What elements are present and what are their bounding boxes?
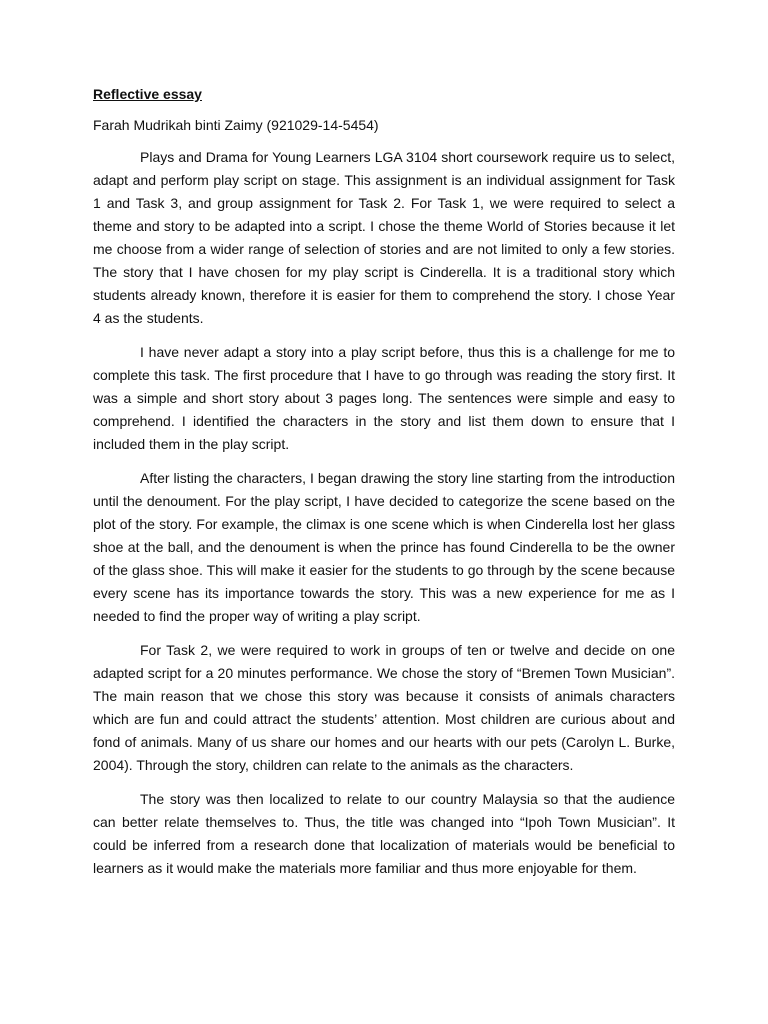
document-page — [93, 84, 675, 891]
paragraph-2: I have never adapt a story into a play script before, thus this is a challenge for me to complete this task. The first procedure that I have to go through was reading the story first. It was a simple and short story about 3 pages long. The sentences were simple and easy to comprehend. I identified the characters in the story and list them down to ensure that I included them in the play script. — [93, 344, 675, 452]
essay-title: Reflective essay — [93, 86, 202, 102]
author-line: Farah Mudrikah binti Zaimy (921029-14-5454) — [93, 117, 379, 133]
paragraph-1: Plays and Drama for Young Learners LGA 3104 short coursework require us to select, adapt and perform play script on stage. This assignment is an individual assignment for Task 1 and Task 3, and group assignment for Task 2. For Task 1, we were required to select a theme and story to be adapted into a script. I chose the theme World of Stories because it let me choose from a wider range of selection of stories and are not limited to only a few stories. The story that I have chosen for my play script is Cinderella. It is a traditional story which students already known, therefore it is easier for them to comprehend the story. I chose Year 4 as the students. — [93, 149, 675, 326]
paragraph-5: The story was then localized to relate to our country Malaysia so that the audience can better relate themselves to. Thus, the title was changed into “Ipoh Town Musician”. It could be inferred from a research done that localization of materials would be beneficial to learners as it would make the materials more familiar and thus more enjoyable for them. — [93, 791, 675, 876]
paragraph-4: For Task 2, we were required to work in groups of ten or twelve and decide on one adapted script for a 20 minutes performance. We chose the story of “Bremen Town Musician”. The main reason that we chose this story was because it consists of animals characters which are fun and could attract the students’ attention. Most children are curious about and fond of animals. Many of us share our homes and our hearts with our pets (Carolyn L. Burke, 2004). Through the story, children can relate to the animals as the characters. — [93, 642, 675, 773]
paragraph-3: After listing the characters, I began drawing the story line starting from the introduction until the denoument. For the play script, I have decided to categorize the scene based on the plot of the story. For example, the climax is one scene which is when Cinderella lost her glass shoe at the ball, and the denoument is when the prince has found Cinderella to be the owner of the glass shoe. This will make it easier for the students to go through by the scene because every scene has its importance towards the story. This was a new experience for me as I needed to find the proper way of writing a play script. — [93, 470, 675, 624]
